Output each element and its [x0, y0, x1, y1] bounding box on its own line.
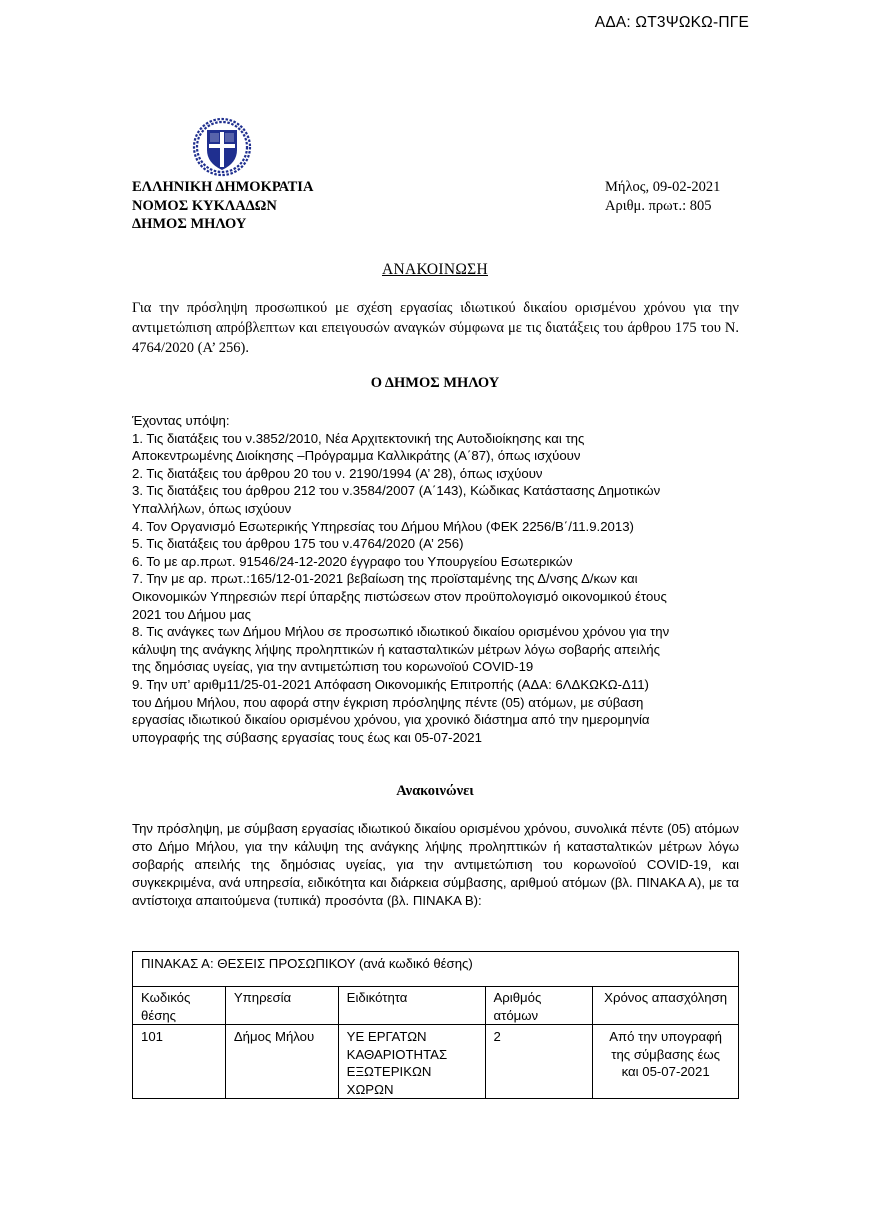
considerations-line: Αποκεντρωμένης Διοίκησης –Πρόγραμμα Καλλικράτης (Α΄87), όπως ισχύουν — [132, 448, 581, 464]
column-header-code: Κωδικός θέσης — [133, 987, 226, 1025]
hellenic-republic-emblem-icon — [191, 116, 253, 178]
considerations-line: 7. Την με αρ. πρωτ.:165/12-01-2021 βεβαίωση της προϊσταμένης της Δ/νσης Δ/κων και — [132, 571, 638, 587]
table-caption-row — [133, 952, 739, 987]
issuer-republic: ΕΛΛΗΝΙΚΗ ΔΗΜΟΚΡΑΤΙΑ — [132, 179, 314, 195]
column-header-duration: Χρόνος απασχόληση — [593, 987, 739, 1025]
considerations-line: 6. Το με αρ.πρωτ. 91546/24-12-2020 έγγραφο του Υπουργείου Εσωτερικών — [132, 553, 573, 569]
considerations-line: κάλυψη της ανάγκης λήψης προληπτικών ή κατασταλτικών μέτρων λόγω σοβαρής απειλής — [132, 641, 660, 657]
considerations-line: 2021 του Δήμου μας — [132, 606, 252, 622]
considerations-list — [132, 412, 742, 746]
considerations-line: 5. Τις διατάξεις του άρθρου 175 του ν.4764/2020 (Α’ 256) — [132, 536, 464, 552]
intro-paragraph: Για την πρόσληψη προσωπικού με σχέση εργασίας ιδιωτικού δικαίου ορισμένου χρόνου για την αντιμετώπιση απρόβλεπτων και επειγουσών αναγκών σύμφωνα με τις διατάξεις του άρθρου 175 του Ν. 4764/2020 (Α’ 256). — [132, 300, 739, 356]
considerations-line: 8. Τις ανάγκες των Δήμου Μήλου σε προσωπικό ιδιωτικού δικαίου ορισμένου χρόνου για την — [132, 624, 670, 640]
table-row — [133, 1025, 739, 1099]
document-title: ΑΝΑΚΟΙΝΩΣΗ — [382, 261, 488, 278]
considerations-line: 9. Την υπ’ αριθμ11/25-01-2021 Απόφαση Οικονομικής Επιτροπής (ΑΔΑ: 6ΛΔΚΩΚΩ-Δ11) — [132, 676, 649, 692]
considerations-line: 3. Τις διατάξεις του άρθρου 212 του ν.3584/2007 (Α΄143), Κώδικας Κατάστασης Δημοτικών — [132, 483, 661, 499]
column-header-specialty: Ειδικότητα — [338, 987, 485, 1025]
place-date: Μήλος, 09-02-2021 — [605, 179, 721, 195]
issuer-block — [132, 178, 313, 234]
considerations-line: 2. Τις διατάξεις του άρθρου 20 του ν. 2190/1994 (Α’ 28), όπως ισχύουν — [132, 465, 543, 481]
considerations-line: Υπαλλήλων, όπως ισχύουν — [132, 500, 292, 516]
considerations-line: εργασίας ιδιωτικού δικαίου ορισμένου χρόνου, για χρονικό διάστημα από την ημερομηνία — [132, 712, 650, 728]
authority-heading: Ο ΔΗΜΟΣ ΜΗΛΟΥ — [370, 375, 500, 391]
column-header-service: Υπηρεσία — [225, 987, 338, 1025]
announcement-paragraph: Την πρόσληψη, με σύμβαση εργασίας ιδιωτικού δικαίου ορισμένου χρόνου, συνολικά πέντε (05) ατόμων στο Δήμο Μήλου, για την κάλυψη της ανάγκης λήψης προληπτικών ή κατασταλτικών μέτρων λόγω σοβαρής απειλής της δημόσιας υγείας, για την αντιμετώπιση του κορωνοϊού COVID-19, και συγκεκριμένα, ανά υπηρεσία, ειδικότητα και διάρκεια σύμβασης, αριθμού ατόμων (βλ. ΠΙΝΑΚΑ Α), με τα αντίστοιχα απαιτούμενα (τυπικά) προσόντα (βλ. ΠΙΝΑΚΑ Β): — [132, 821, 739, 908]
issuer-prefecture: ΝΟΜΟΣ ΚΥΚΛΑΔΩΝ — [132, 197, 277, 214]
positions-table — [132, 951, 739, 1099]
protocol-number: Αριθμ. πρωτ.: 805 — [605, 197, 712, 214]
ada-code: ΑΔΑ: ΩΤ3ΨΩΚΩ-ΠΓΕ — [594, 14, 749, 31]
considerations-line: υπογραφής της σύβασης εργασίας τους έως και 05-07-2021 — [132, 729, 482, 745]
table-header-row — [133, 987, 739, 1025]
announce-heading: Ανακοινώνει — [396, 783, 474, 799]
cell-count: 2 — [485, 1025, 593, 1099]
considerations-line: Έχοντας υπόψη: — [132, 413, 230, 428]
considerations-line: 1. Τις διατάξεις του ν.3852/2010, Νέα Αρχιτεκτονική της Αυτοδιοίκησης και της — [132, 430, 585, 446]
issuer-municipality: ΔΗΜΟΣ ΜΗΛΟΥ — [132, 216, 247, 232]
considerations-line: Οικονομικών Υπηρεσιών περί ύπαρξης πιστώσεων στον προϋπολογισμό οικονομικού έτους — [132, 588, 667, 604]
considerations-line: 4. Τον Οργανισμό Εσωτερικής Υπηρεσίας του Δήμου Μήλου (ΦΕΚ 2256/Β΄/11.9.2013) — [132, 518, 634, 534]
document-meta — [605, 178, 720, 215]
cell-code: 101 — [133, 1025, 226, 1099]
cell-service: Δήμος Μήλου — [225, 1025, 338, 1099]
cell-specialty: ΥΕ ΕΡΓΑΤΩΝ ΚΑΘΑΡΙΟΤΗΤΑΣ ΕΞΩΤΕΡΙΚΩΝ ΧΩΡΩΝ — [338, 1025, 485, 1099]
table-caption: ΠΙΝΑΚΑΣ Α: ΘΕΣΕΙΣ ΠΡΟΣΩΠΙΚΟΥ (ανά κωδικό θέσης) — [133, 952, 739, 987]
cell-duration: Από την υπογραφή της σύμβασης έως και 05-07-2021 — [593, 1025, 739, 1099]
column-header-count: Αριθμός ατόμων — [485, 987, 593, 1025]
considerations-line: του Δήμου Μήλου, που αφορά στην έγκριση πρόσληψης πέντε (05) ατόμων, με σύβαση — [132, 694, 644, 710]
considerations-line: της δημόσιας υγείας, για την αντιμετώπιση του κορωνοϊού COVID-19 — [132, 659, 534, 675]
